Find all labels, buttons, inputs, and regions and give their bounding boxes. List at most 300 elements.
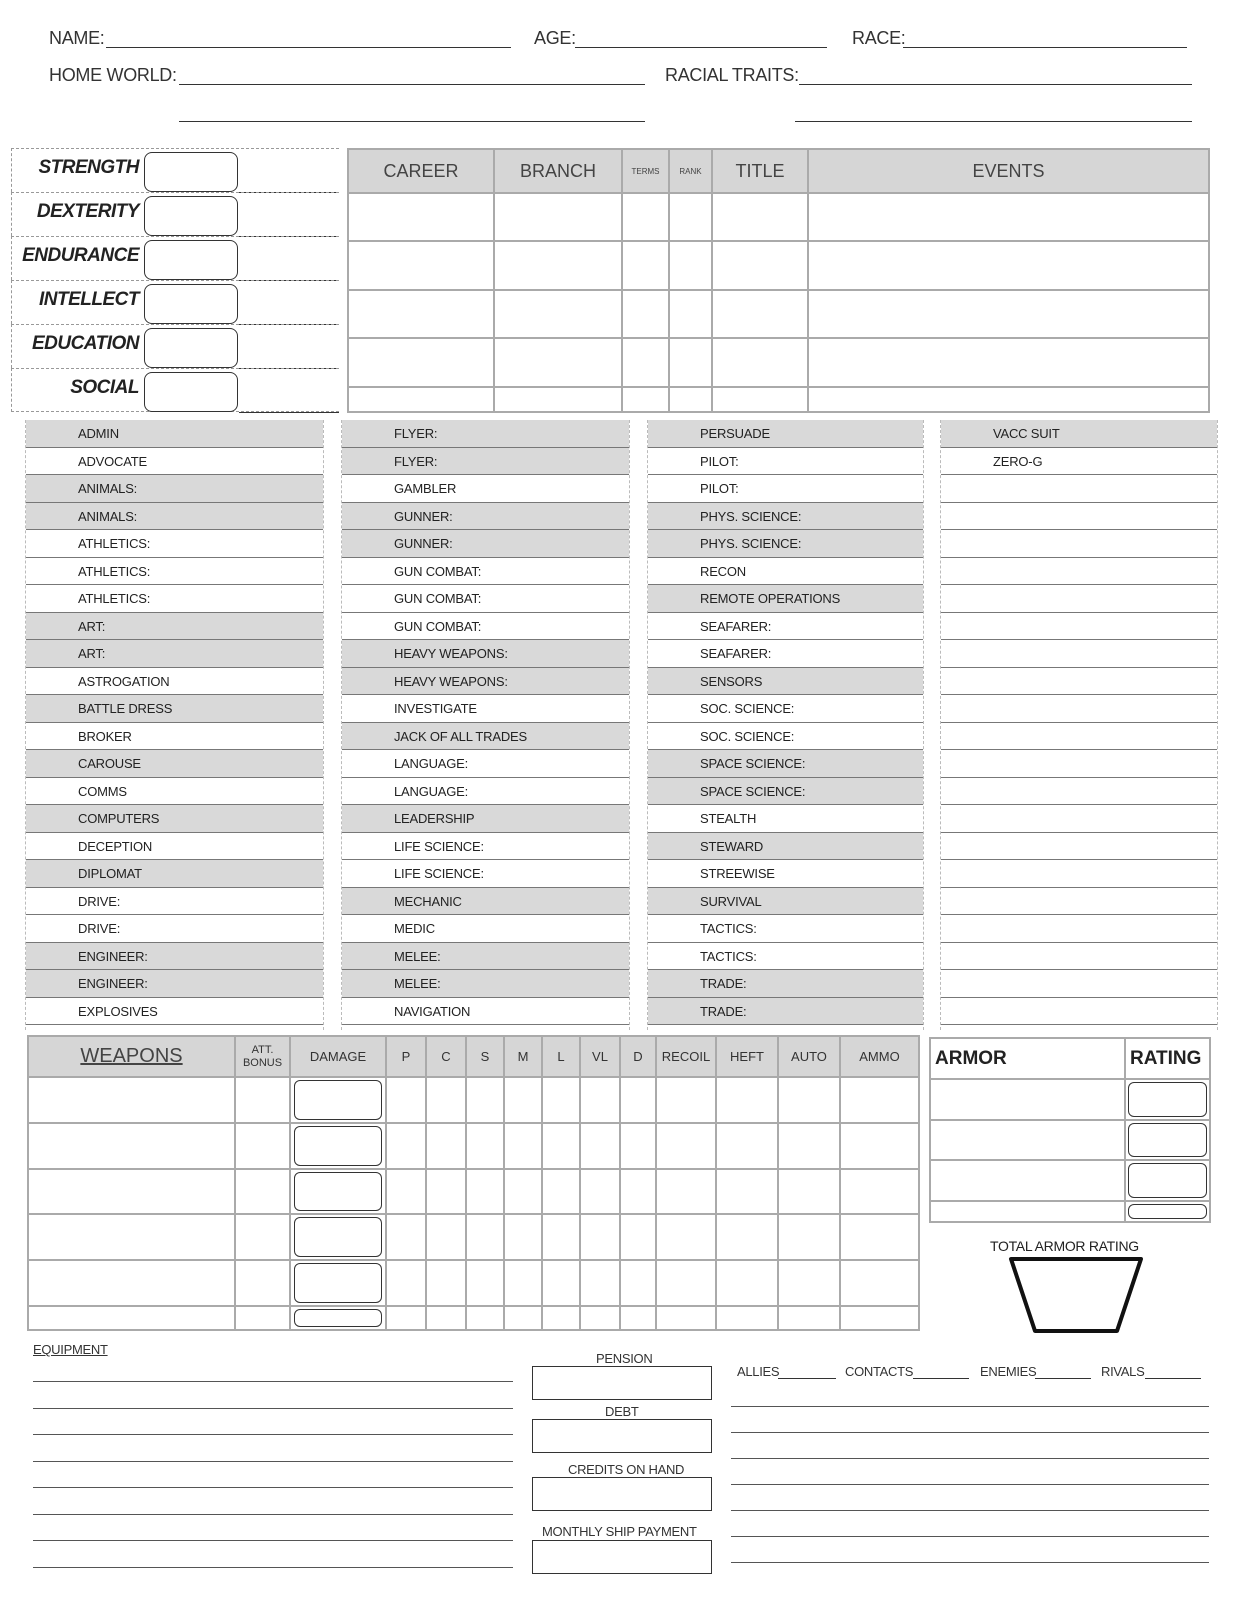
branch-cell[interactable]: [494, 193, 622, 241]
weapon-cell[interactable]: [542, 1260, 580, 1306]
weapon-cell[interactable]: [466, 1306, 504, 1329]
title-cell[interactable]: [712, 290, 808, 338]
terms-cell[interactable]: [622, 290, 669, 338]
table-row: [29, 1306, 918, 1329]
weapon-cell[interactable]: [504, 1306, 542, 1329]
skill-row[interactable]: [941, 475, 1217, 503]
enemies-label: ENEMIES: [980, 1364, 1037, 1379]
age-line: [575, 47, 827, 48]
rivals-label: RIVALS: [1101, 1364, 1145, 1379]
rank-cell[interactable]: [669, 387, 712, 411]
weapon-cell[interactable]: [235, 1077, 290, 1123]
pension-box[interactable]: [532, 1366, 712, 1400]
skill-row[interactable]: ANIMALS:: [26, 475, 323, 503]
weapon-cell[interactable]: [386, 1169, 426, 1215]
skill-row[interactable]: [941, 998, 1217, 1026]
weapon-cell[interactable]: [620, 1169, 656, 1215]
skill-row[interactable]: MELEE:: [342, 943, 629, 971]
relation-line[interactable]: [731, 1484, 1209, 1485]
weapon-cell[interactable]: [656, 1169, 716, 1215]
weapon-cell[interactable]: [580, 1214, 620, 1260]
characteristic-value-box[interactable]: [144, 240, 238, 280]
terms-cell[interactable]: [622, 387, 669, 411]
damage-box[interactable]: [294, 1217, 382, 1257]
skill-row[interactable]: ART:: [26, 613, 323, 641]
weapon-cell[interactable]: [504, 1077, 542, 1123]
characteristic-label: SOCIAL: [70, 377, 139, 398]
skill-row[interactable]: HEAVY WEAPONS:: [342, 668, 629, 696]
skill-row[interactable]: STREEWISE: [648, 860, 923, 888]
weapon-cell[interactable]: [542, 1169, 580, 1215]
weapon-cell[interactable]: [778, 1077, 840, 1123]
skill-row[interactable]: SEAFARER:: [648, 613, 923, 641]
weapon-cell[interactable]: [466, 1123, 504, 1169]
skill-row[interactable]: PILOT:: [648, 475, 923, 503]
weapon-cell: [290, 1123, 386, 1169]
weapon-cell[interactable]: [620, 1214, 656, 1260]
events-cell[interactable]: [808, 193, 1208, 241]
weapon-cell[interactable]: [386, 1077, 426, 1123]
skill-row[interactable]: ATHLETICS:: [26, 558, 323, 586]
skill-row[interactable]: [941, 833, 1217, 861]
relation-line[interactable]: [731, 1432, 1209, 1433]
career-table: [347, 148, 1210, 413]
skill-row[interactable]: BROKER: [26, 723, 323, 751]
title-cell[interactable]: [712, 387, 808, 411]
weapon-cell[interactable]: [542, 1077, 580, 1123]
weapon-cell[interactable]: [426, 1077, 466, 1123]
branch-cell[interactable]: [494, 290, 622, 338]
skill-row[interactable]: SOC. SCIENCE:: [648, 723, 923, 751]
branch-cell[interactable]: [494, 241, 622, 289]
weapon-cell[interactable]: [716, 1306, 778, 1329]
weapon-cell[interactable]: [504, 1123, 542, 1169]
skill-row[interactable]: [941, 915, 1217, 943]
weapon-cell[interactable]: [504, 1169, 542, 1215]
weapon-cell[interactable]: [466, 1214, 504, 1260]
armor-cell[interactable]: [931, 1079, 1125, 1120]
skill-row[interactable]: [941, 970, 1217, 998]
skill-row[interactable]: COMMS: [26, 778, 323, 806]
weapon-cell[interactable]: [466, 1169, 504, 1215]
weapon-cell[interactable]: [466, 1077, 504, 1123]
weapon-cell[interactable]: [29, 1077, 235, 1123]
weapon-cell[interactable]: [426, 1169, 466, 1215]
events-cell[interactable]: [808, 241, 1208, 289]
characteristic-modifier[interactable]: [239, 237, 339, 281]
characteristic-modifier[interactable]: [239, 281, 339, 325]
skill-row[interactable]: DIPLOMAT: [26, 860, 323, 888]
weapon-cell[interactable]: [542, 1306, 580, 1329]
title-cell[interactable]: [712, 193, 808, 241]
debt-label: DEBT: [605, 1404, 639, 1419]
relation-line[interactable]: [731, 1562, 1209, 1563]
skill-row[interactable]: GUN COMBAT:: [342, 558, 629, 586]
skill-row[interactable]: PERSUADE: [648, 420, 923, 448]
skill-row[interactable]: TACTICS:: [648, 915, 923, 943]
weapon-cell[interactable]: [426, 1260, 466, 1306]
weapon-cell[interactable]: [620, 1260, 656, 1306]
weapon-cell[interactable]: [235, 1214, 290, 1260]
weapon-cell[interactable]: [580, 1123, 620, 1169]
skill-row[interactable]: ATHLETICS:: [26, 530, 323, 558]
equipment-line[interactable]: [33, 1567, 513, 1568]
credits-label: CREDITS ON HAND: [568, 1462, 685, 1477]
weapon-cell[interactable]: [840, 1077, 918, 1123]
career-header: CAREER: [349, 150, 494, 193]
skill-row[interactable]: COMPUTERS: [26, 805, 323, 833]
rivals-line[interactable]: [1145, 1378, 1201, 1379]
rating-box[interactable]: [1128, 1123, 1207, 1158]
skill-row[interactable]: ATHLETICS:: [26, 585, 323, 613]
weapon-cell[interactable]: [778, 1123, 840, 1169]
skill-row[interactable]: GUNNER:: [342, 530, 629, 558]
weapon-cell[interactable]: [235, 1260, 290, 1306]
age-field[interactable]: [577, 25, 825, 47]
weapon-cell[interactable]: [716, 1214, 778, 1260]
ship-payment-box[interactable]: [532, 1540, 712, 1574]
events-header: EVENTS: [808, 150, 1208, 193]
skill-row[interactable]: PILOT:: [648, 448, 923, 476]
name-field[interactable]: [108, 25, 508, 47]
contacts-line[interactable]: [913, 1378, 969, 1379]
weapon-cell[interactable]: [716, 1169, 778, 1215]
skill-row[interactable]: TACTICS:: [648, 943, 923, 971]
skill-row[interactable]: SEAFARER:: [648, 640, 923, 668]
skill-row[interactable]: [941, 860, 1217, 888]
damage-box[interactable]: [294, 1126, 382, 1166]
weapon-cell[interactable]: [580, 1260, 620, 1306]
weapon-cell[interactable]: [778, 1214, 840, 1260]
total-armor-label: TOTAL ARMOR RATING: [990, 1238, 1139, 1254]
skill-row[interactable]: SPACE SCIENCE:: [648, 778, 923, 806]
weapon-cell[interactable]: [386, 1214, 426, 1260]
damage-header: DAMAGE: [290, 1037, 386, 1077]
weapon-cell[interactable]: [580, 1169, 620, 1215]
rating-box[interactable]: [1128, 1082, 1207, 1117]
weapon-cell[interactable]: [620, 1123, 656, 1169]
skill-row[interactable]: GUN COMBAT:: [342, 613, 629, 641]
allies-label: ALLIES: [737, 1364, 780, 1379]
weapon-cell[interactable]: [656, 1214, 716, 1260]
branch-cell[interactable]: [494, 338, 622, 386]
skill-row[interactable]: SOC. SCIENCE:: [648, 695, 923, 723]
skill-row[interactable]: ADMIN: [26, 420, 323, 448]
skill-row[interactable]: ENGINEER:: [26, 943, 323, 971]
weapon-cell[interactable]: [29, 1169, 235, 1215]
weapon-cell[interactable]: [778, 1169, 840, 1215]
weapon-cell[interactable]: [504, 1260, 542, 1306]
career-cell[interactable]: [349, 241, 494, 289]
characteristic-value-box[interactable]: [144, 196, 238, 236]
skill-row[interactable]: GAMBLER: [342, 475, 629, 503]
name-label: NAME:: [49, 28, 105, 48]
skill-row[interactable]: DRIVE:: [26, 888, 323, 916]
weapon-cell[interactable]: [716, 1123, 778, 1169]
weapon-cell[interactable]: [716, 1260, 778, 1306]
branch-cell[interactable]: [494, 387, 622, 411]
characteristic-label: INTELLECT: [39, 289, 139, 310]
title-cell[interactable]: [712, 338, 808, 386]
skill-row[interactable]: STEALTH: [648, 805, 923, 833]
rating-header: RATING: [1125, 1039, 1209, 1079]
skill-row[interactable]: [941, 530, 1217, 558]
weapon-cell: [290, 1214, 386, 1260]
armor-cell[interactable]: [931, 1201, 1125, 1221]
characteristic-row: [11, 236, 339, 280]
enemies-line[interactable]: [1035, 1378, 1091, 1379]
skill-row[interactable]: ADVOCATE: [26, 448, 323, 476]
equipment-line[interactable]: [33, 1434, 513, 1435]
characteristic-label: ENDURANCE: [22, 245, 139, 266]
skill-row[interactable]: RECON: [648, 558, 923, 586]
skill-row[interactable]: PHYS. SCIENCE:: [648, 503, 923, 531]
skill-row[interactable]: VACC SUIT: [941, 420, 1217, 448]
skill-row[interactable]: [941, 723, 1217, 751]
weapon-cell[interactable]: [840, 1123, 918, 1169]
characteristic-label: STRENGTH: [38, 157, 139, 178]
skill-row[interactable]: [941, 503, 1217, 531]
skill-row[interactable]: MEDIC: [342, 915, 629, 943]
weapon-cell[interactable]: [29, 1260, 235, 1306]
skill-row[interactable]: MECHANIC: [342, 888, 629, 916]
table-row: [931, 1079, 1209, 1120]
weapon-cell[interactable]: [29, 1306, 235, 1329]
total-armor-shield-icon[interactable]: [1008, 1256, 1144, 1334]
skill-row[interactable]: ZERO-G: [941, 448, 1217, 476]
table-row: [29, 1077, 918, 1123]
equipment-line[interactable]: [33, 1514, 513, 1515]
skill-row[interactable]: [941, 668, 1217, 696]
skill-row[interactable]: JACK OF ALL TRADES: [342, 723, 629, 751]
auto-header: AUTO: [778, 1037, 840, 1077]
career-cell[interactable]: [349, 387, 494, 411]
weapon-cell[interactable]: [656, 1077, 716, 1123]
weapon-cell[interactable]: [235, 1123, 290, 1169]
weapon-cell: [290, 1306, 386, 1329]
skill-row[interactable]: STEWARD: [648, 833, 923, 861]
weapon-cell[interactable]: [580, 1077, 620, 1123]
career-cell[interactable]: [349, 193, 494, 241]
skill-row[interactable]: NAVIGATION: [342, 998, 629, 1026]
relation-line[interactable]: [731, 1536, 1209, 1537]
skill-row[interactable]: BATTLE DRESS: [26, 695, 323, 723]
skill-row[interactable]: [941, 613, 1217, 641]
weapon-cell[interactable]: [29, 1123, 235, 1169]
skill-row[interactable]: SURVIVAL: [648, 888, 923, 916]
rank-cell[interactable]: [669, 290, 712, 338]
credits-box[interactable]: [532, 1477, 712, 1511]
att-bonus-header: ATT. BONUS: [235, 1037, 290, 1077]
weapon-cell[interactable]: [656, 1123, 716, 1169]
skill-row[interactable]: ENGINEER:: [26, 970, 323, 998]
skill-row[interactable]: CAROUSE: [26, 750, 323, 778]
equipment-line[interactable]: [33, 1408, 513, 1409]
skill-row[interactable]: HEAVY WEAPONS:: [342, 640, 629, 668]
armor-cell[interactable]: [931, 1120, 1125, 1161]
skill-row[interactable]: EXPLOSIVES: [26, 998, 323, 1026]
damage-box[interactable]: [294, 1080, 382, 1120]
weapon-cell[interactable]: [656, 1306, 716, 1329]
contacts-label: CONTACTS: [845, 1364, 914, 1379]
weapon-cell[interactable]: [426, 1306, 466, 1329]
armor-cell[interactable]: [931, 1160, 1125, 1201]
characteristic-value-box[interactable]: [144, 328, 238, 368]
weapon-cell: [290, 1077, 386, 1123]
range-m-header: M: [504, 1037, 542, 1077]
skill-row[interactable]: [941, 888, 1217, 916]
skill-row[interactable]: LEADERSHIP: [342, 805, 629, 833]
characteristic-value-box[interactable]: [144, 152, 238, 192]
skill-row[interactable]: FLYER:: [342, 420, 629, 448]
weapon-cell[interactable]: [426, 1214, 466, 1260]
weapon-cell[interactable]: [840, 1214, 918, 1260]
skills-column-2: [341, 420, 630, 1030]
characteristic-row: [11, 368, 339, 412]
skill-row[interactable]: [941, 640, 1217, 668]
rank-cell[interactable]: [669, 193, 712, 241]
weapon-cell[interactable]: [542, 1214, 580, 1260]
table-row: [349, 241, 1208, 289]
age-label: AGE:: [534, 28, 576, 48]
weapon-cell[interactable]: [29, 1214, 235, 1260]
home-world-field[interactable]: [181, 62, 643, 84]
skill-row[interactable]: ASTROGATION: [26, 668, 323, 696]
weapons-table: [27, 1035, 920, 1331]
relation-line[interactable]: [731, 1458, 1209, 1459]
skill-row[interactable]: ART:: [26, 640, 323, 668]
skill-row[interactable]: LIFE SCIENCE:: [342, 860, 629, 888]
weapon-cell[interactable]: [466, 1260, 504, 1306]
race-field[interactable]: [905, 25, 1185, 47]
armor-header: ARMOR: [931, 1039, 1125, 1079]
ammo-header: AMMO: [840, 1037, 918, 1077]
events-cell[interactable]: [808, 387, 1208, 411]
characteristic-row: [11, 148, 339, 192]
weapon-cell[interactable]: [386, 1260, 426, 1306]
events-cell[interactable]: [808, 290, 1208, 338]
weapon-cell[interactable]: [620, 1077, 656, 1123]
rank-cell[interactable]: [669, 241, 712, 289]
allies-line[interactable]: [778, 1378, 836, 1379]
terms-cell[interactable]: [622, 338, 669, 386]
skill-row[interactable]: DECEPTION: [26, 833, 323, 861]
table-row: [29, 1260, 918, 1306]
debt-box[interactable]: [532, 1419, 712, 1453]
skill-row[interactable]: ANIMALS:: [26, 503, 323, 531]
skill-row[interactable]: REMOTE OPERATIONS: [648, 585, 923, 613]
skill-row[interactable]: PHYS. SCIENCE:: [648, 530, 923, 558]
rating-box[interactable]: [1128, 1163, 1207, 1198]
range-vl-header: VL: [580, 1037, 620, 1077]
weapon-cell[interactable]: [716, 1077, 778, 1123]
skill-row[interactable]: LANGUAGE:: [342, 778, 629, 806]
skill-row[interactable]: TRADE:: [648, 998, 923, 1026]
relation-line[interactable]: [731, 1406, 1209, 1407]
range-p-header: P: [386, 1037, 426, 1077]
skill-row[interactable]: [941, 558, 1217, 586]
skill-row[interactable]: [941, 695, 1217, 723]
rating-cell: [1125, 1120, 1209, 1161]
skill-row[interactable]: SPACE SCIENCE:: [648, 750, 923, 778]
career-cell[interactable]: [349, 290, 494, 338]
career-cell[interactable]: [349, 338, 494, 386]
equipment-line[interactable]: [33, 1381, 513, 1382]
weapon-cell[interactable]: [840, 1169, 918, 1215]
weapon-cell[interactable]: [235, 1169, 290, 1215]
weapon-cell[interactable]: [656, 1260, 716, 1306]
career-header-row: [349, 150, 1208, 193]
skill-row[interactable]: INVESTIGATE: [342, 695, 629, 723]
characteristic-modifier[interactable]: [239, 325, 339, 369]
skill-row[interactable]: LANGUAGE:: [342, 750, 629, 778]
weapon-cell[interactable]: [542, 1123, 580, 1169]
title-cell[interactable]: [712, 241, 808, 289]
weapon-cell: [290, 1169, 386, 1215]
skill-row[interactable]: [941, 943, 1217, 971]
weapon-cell[interactable]: [580, 1306, 620, 1329]
skill-row[interactable]: TRADE:: [648, 970, 923, 998]
skill-row[interactable]: [941, 585, 1217, 613]
skill-row[interactable]: MELEE:: [342, 970, 629, 998]
weapon-cell[interactable]: [620, 1306, 656, 1329]
damage-box[interactable]: [294, 1263, 382, 1303]
skill-row[interactable]: LIFE SCIENCE:: [342, 833, 629, 861]
terms-cell[interactable]: [622, 193, 669, 241]
weapon-cell[interactable]: [778, 1260, 840, 1306]
skill-row[interactable]: SENSORS: [648, 668, 923, 696]
characteristic-modifier[interactable]: [239, 369, 339, 413]
equipment-line[interactable]: [33, 1487, 513, 1488]
equipment-line[interactable]: [33, 1540, 513, 1541]
characteristic-modifier[interactable]: [239, 193, 339, 237]
terms-cell[interactable]: [622, 241, 669, 289]
damage-box[interactable]: [294, 1172, 382, 1212]
title-header: TITLE: [712, 150, 808, 193]
weapon-cell[interactable]: [840, 1306, 918, 1329]
weapon-cell[interactable]: [840, 1260, 918, 1306]
characteristic-value-box[interactable]: [144, 372, 238, 412]
characteristic-modifier[interactable]: [239, 149, 339, 193]
weapon-cell[interactable]: [504, 1214, 542, 1260]
racial-traits-field[interactable]: [801, 62, 1190, 84]
skill-row[interactable]: GUN COMBAT:: [342, 585, 629, 613]
skill-row[interactable]: GUNNER:: [342, 503, 629, 531]
weapon-cell[interactable]: [426, 1123, 466, 1169]
rating-box[interactable]: [1128, 1204, 1207, 1219]
skill-row[interactable]: [941, 750, 1217, 778]
weapon-cell[interactable]: [386, 1306, 426, 1329]
skill-row[interactable]: FLYER:: [342, 448, 629, 476]
weapon-cell[interactable]: [778, 1306, 840, 1329]
weapon-cell[interactable]: [386, 1123, 426, 1169]
events-cell[interactable]: [808, 338, 1208, 386]
characteristic-value-box[interactable]: [144, 284, 238, 324]
home-world-label: HOME WORLD:: [49, 65, 177, 85]
range-l-header: L: [542, 1037, 580, 1077]
weapon-cell[interactable]: [235, 1306, 290, 1329]
skill-row[interactable]: [941, 805, 1217, 833]
rank-cell[interactable]: [669, 338, 712, 386]
skill-row[interactable]: DRIVE:: [26, 915, 323, 943]
damage-box[interactable]: [294, 1309, 382, 1327]
relation-line[interactable]: [731, 1510, 1209, 1511]
table-row: [29, 1169, 918, 1215]
equipment-label: EQUIPMENT: [33, 1342, 108, 1357]
equipment-line[interactable]: [33, 1461, 513, 1462]
skill-row[interactable]: [941, 778, 1217, 806]
table-row: [931, 1160, 1209, 1201]
